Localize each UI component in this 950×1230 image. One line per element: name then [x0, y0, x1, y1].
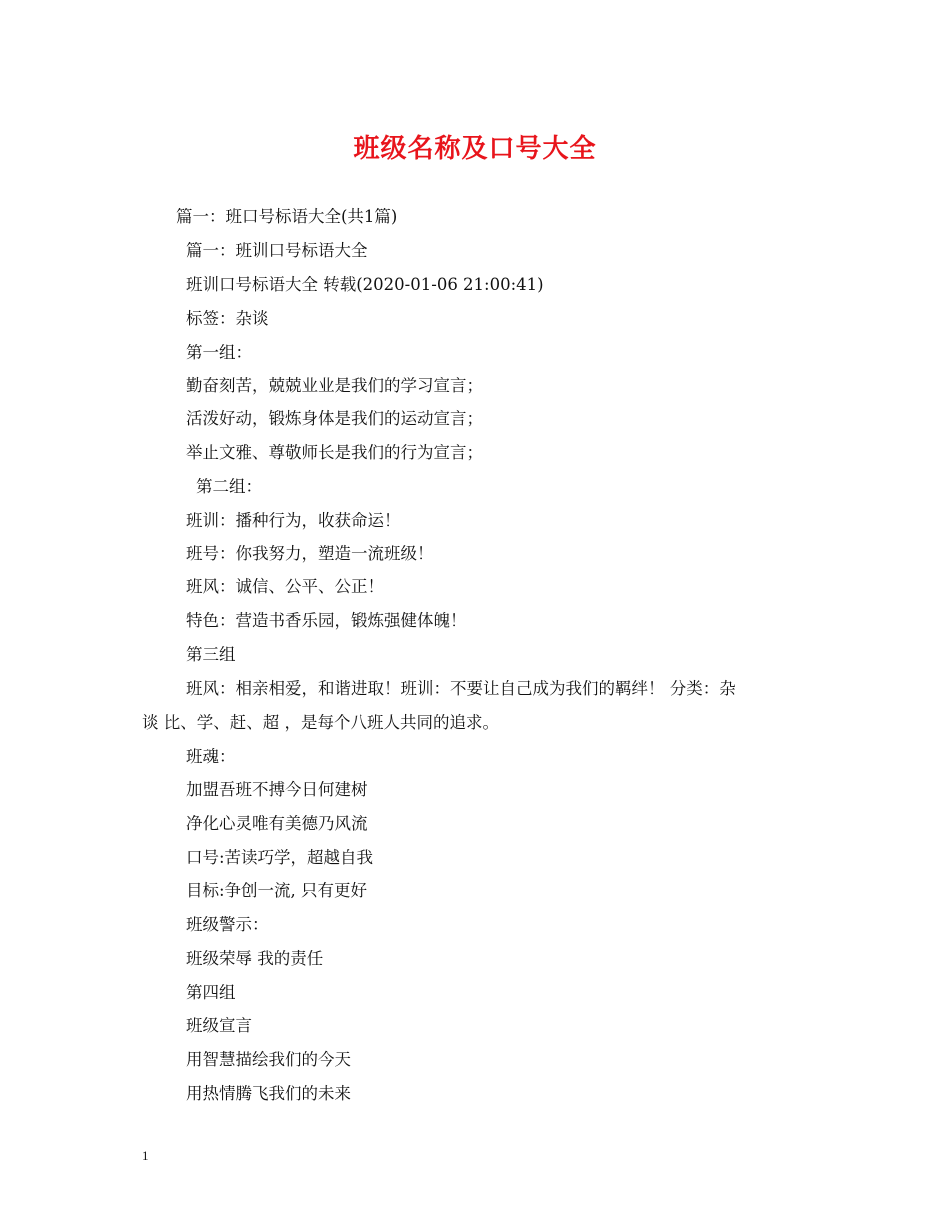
body-line: 目标:争创一流, 只有更好 [186, 881, 368, 900]
body-line: 第二组： [196, 477, 262, 496]
document-title: 班级名称及口号大全 [353, 134, 597, 164]
body-line: 篇一：班口号标语大全(共1篇) [176, 207, 398, 226]
body-line: 举止文雅、尊敬师长是我们的行为宣言； [186, 443, 483, 462]
body-line: 特色：营造书香乐园，锻炼强健体魄！ [186, 611, 467, 630]
body-line: 谈 比、学、赶、超 ，是每个八班人共同的追求。 [142, 713, 499, 732]
body-line: 口号:苦读巧学，超越自我 [186, 848, 374, 867]
body-line: 勤奋刻苦，兢兢业业是我们的学习宣言； [186, 376, 483, 395]
body-line: 班级警示： [186, 915, 269, 934]
body-line: 净化心灵唯有美德乃风流 [186, 814, 368, 833]
body-line: 活泼好动，锻炼身体是我们的运动宣言； [186, 409, 483, 428]
body-line: 班级荣辱 我的责任 [186, 949, 324, 968]
body-line: 班号：你我努力，塑造一流班级！ [186, 544, 434, 563]
body-line: 班风：相亲相爱，和谐进取！班训：不要让自己成为我们的羁绊！ 分类：杂 [186, 679, 736, 698]
body-line: 班风：诚信、公平、公正！ [186, 577, 384, 596]
page-number: 1 [142, 1148, 149, 1163]
body-line: 标签：杂谈 [186, 309, 269, 328]
body-line: 第一组： [186, 343, 252, 362]
body-line: 班训：播种行为，收获命运！ [186, 511, 401, 530]
body-line: 班魂： [186, 747, 236, 766]
body-line: 篇一：班训口号标语大全 [186, 241, 368, 260]
body-line: 用智慧描绘我们的今天 [186, 1050, 351, 1069]
body-line: 第四组 [186, 983, 236, 1002]
body-line: 用热情腾飞我们的未来 [186, 1084, 351, 1103]
body-line: 加盟吾班不搏今日何建树 [186, 780, 368, 799]
body-line: 第三组 [186, 645, 236, 664]
body-line: 班级宣言 [186, 1016, 252, 1035]
body-line: 班训口号标语大全 转载(2020-01-06 21:00:41) [186, 275, 544, 294]
